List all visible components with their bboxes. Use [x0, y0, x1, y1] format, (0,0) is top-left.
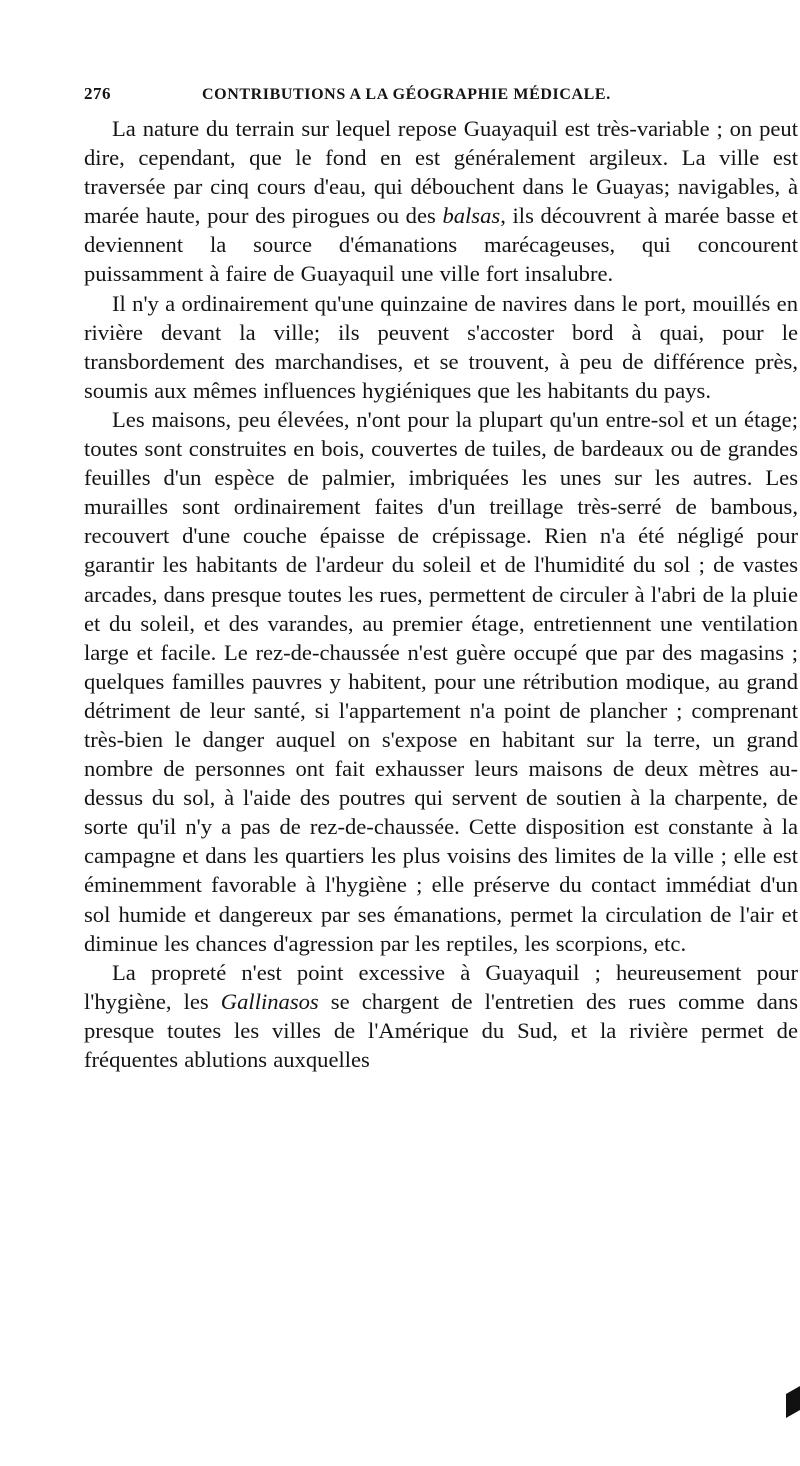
running-title: CONTRIBUTIONS A LA GÉOGRAPHIE MÉDICALE.: [202, 86, 611, 103]
page-header: [84, 80, 784, 114]
text-run: Les maisons, peu élevées, n'ont pour la plupart qu'un entre-sol et un étage; toutes sont construites en bois, couvertes de tuiles, de bardeaux ou de grandes feuilles d'un espèce de palmier, imbriquées les unes sur les autres. Les murailles sont ordinairement faites d'un treillage très-serré de bambous, recouvert d'une couche épaisse de crépissage. Rien n'a été négligé pour garantir les habitants de l'ardeur du soleil et de l'humidité du sol ; de vastes arcades, dans presque toutes les rues, permettent de circuler à l'abri de la pluie et du soleil, et des varandes, au premier étage, entretiennent une ventilation large et facile. Le rez-de-chaussée n'est guère occupé que par des magasins ; quelques familles pauvres y habitent, pour une rétribution modique, au grand détriment de leur santé, si l'appartement n'a point de plancher ; comprenant très-bien le danger auquel on s'expose en habitant sur la terre, un grand nombre de personnes ont fait exhausser leurs maisons de deux mètres au-dessus du sol, à l'aide des poutres qui servent de soutien à la charpente, de sorte qu'il n'y a pas de rez-de-chaussée. Cette disposition est constante à la campagne et dans les quartiers les plus voisins des limites de la ville ; elle est éminemment favorable à l'hygiène ; elle préserve du contact immédiat d'un sol humide et dangereux par ses émanations, permet la circulation de l'air et diminue les chances d'agression par les reptiles, les scorpions, etc.: [84, 406, 798, 956]
text-run: La nature du terrain sur lequel repose Guayaquil est très-variable ; on peut dire, cependant, que le fond en est généralement argileux. La ville est traversée par cinq cours d'eau, qui débouchent dans le Guayas; navigables, à marée haute, pour des pirogues ou des: [84, 116, 798, 229]
italic-term: balsas: [442, 203, 501, 229]
paragraph: [84, 289, 798, 405]
paragraph: [84, 958, 798, 1074]
text-run: Il n'y a ordinairement qu'une quinzaine de navires dans le port, mouillés en rivière devant la ville; ils peuvent s'accoster bord à quai, pour le transbordement des marchandises, et se trouvent, à peu de différence près, soumis aux mêmes influences hygiéniques que les habitants du pays.: [84, 290, 798, 403]
body-text: [84, 114, 798, 1074]
page-number: 276: [84, 84, 111, 103]
paragraph: [84, 405, 798, 958]
text-run: se chargent de l'entretien des rues comme dans presque toutes les villes de l'Amérique du Sud, et la rivière permet de fréquentes ablutions auxquelles: [84, 988, 798, 1072]
paragraph: [84, 114, 798, 289]
text-run: , ils découvrent à marée basse et deviennent la source d'émanations marécageuses, qui concourent puissamment à faire de Guayaquil une ville fort insalubre.: [84, 203, 798, 287]
scan-edge-mark: [786, 1386, 800, 1418]
text-run: La propreté n'est point excessive à Guayaquil ; heureusement pour l'hygiène, les: [84, 959, 798, 1014]
italic-term: Gallinasos: [220, 988, 319, 1014]
